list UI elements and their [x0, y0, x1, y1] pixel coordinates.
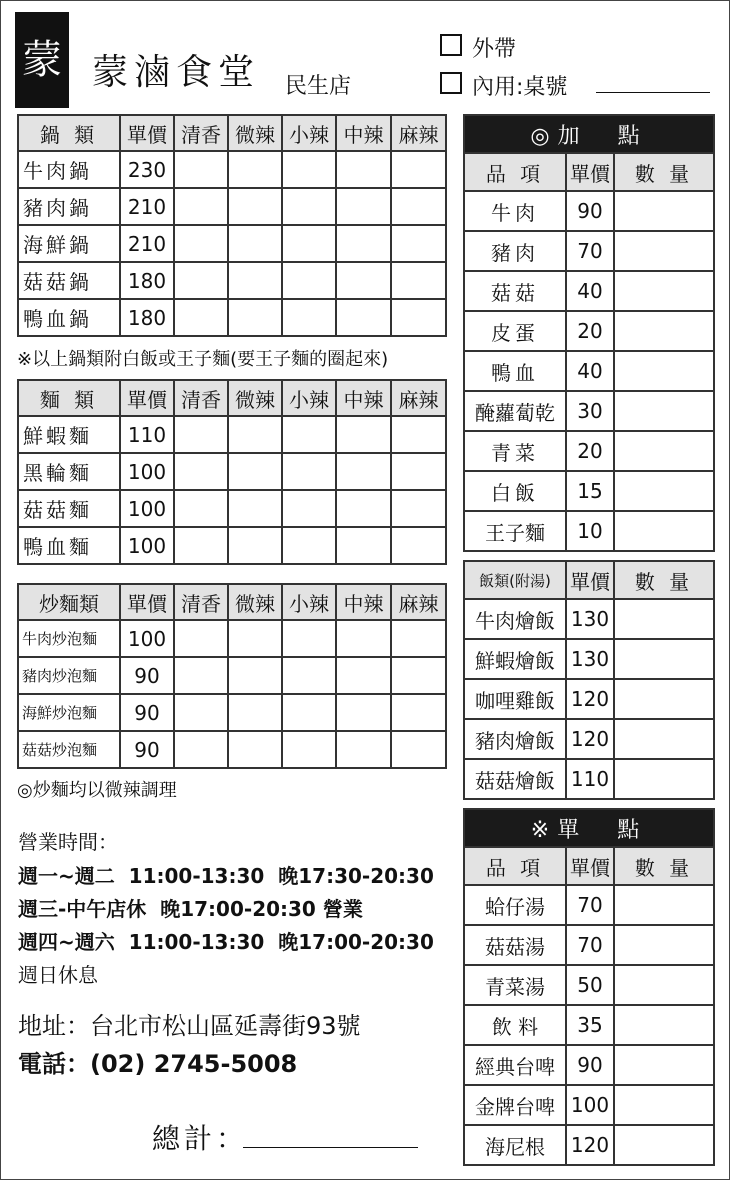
single-header-row — [464, 847, 714, 885]
hours-line — [18, 959, 98, 988]
rice-price: 120 — [566, 719, 614, 759]
qty-cell[interactable] — [614, 719, 714, 759]
table-row — [18, 299, 446, 336]
order-cell[interactable] — [228, 262, 282, 299]
noodle-header-mild: 清香 — [174, 380, 228, 416]
order-cell[interactable] — [174, 694, 228, 731]
qty-cell[interactable] — [614, 431, 714, 471]
order-cell[interactable] — [174, 620, 228, 657]
order-cell[interactable] — [174, 453, 228, 490]
fried-price: 90 — [120, 731, 174, 768]
rice-price: 120 — [566, 679, 614, 719]
table-row — [18, 694, 446, 731]
order-cell[interactable] — [336, 657, 391, 694]
order-cell[interactable] — [282, 490, 336, 527]
order-cell[interactable] — [336, 262, 391, 299]
pot-header-price: 單價 — [120, 115, 174, 151]
order-cell[interactable] — [228, 490, 282, 527]
table-row — [18, 188, 446, 225]
order-cell[interactable] — [336, 416, 391, 453]
qty-cell[interactable] — [614, 511, 714, 551]
order-cell[interactable] — [228, 620, 282, 657]
addon-header-item: 品 項 — [464, 153, 566, 191]
addon-price: 90 — [566, 191, 614, 231]
table-row — [464, 271, 714, 311]
addon-header-qty: 數 量 — [614, 153, 714, 191]
order-cell[interactable] — [391, 657, 446, 694]
order-cell[interactable] — [282, 299, 336, 336]
order-cell[interactable] — [336, 490, 391, 527]
takeout-checkbox[interactable] — [440, 34, 462, 56]
order-cell[interactable] — [336, 151, 391, 188]
addon-price: 30 — [566, 391, 614, 431]
noodle-header-slight: 微辣 — [228, 380, 282, 416]
order-cell[interactable] — [228, 225, 282, 262]
pot-header-mala: 麻辣 — [391, 115, 446, 151]
noodle-price: 100 — [120, 490, 174, 527]
order-cell[interactable] — [174, 299, 228, 336]
rice-table — [463, 560, 715, 800]
qty-cell[interactable] — [614, 311, 714, 351]
noodle-header-row — [18, 380, 446, 416]
hours-line — [18, 926, 434, 955]
table-row — [464, 191, 714, 231]
fried-item: 菇菇炒泡麵 — [18, 731, 120, 768]
order-cell[interactable] — [174, 188, 228, 225]
order-cell[interactable] — [391, 416, 446, 453]
noodle-price: 100 — [120, 453, 174, 490]
table-row — [18, 657, 446, 694]
pot-price: 210 — [120, 188, 174, 225]
addon-item: 白飯 — [464, 471, 566, 511]
table-row — [464, 965, 714, 1005]
single-item: 菇菇湯 — [464, 925, 566, 965]
dine-in-checkbox[interactable] — [440, 72, 462, 94]
single-item: 海尼根 — [464, 1125, 566, 1165]
addon-price: 40 — [566, 351, 614, 391]
rice-header-price: 單價 — [566, 561, 614, 599]
order-cell[interactable] — [282, 453, 336, 490]
table-row — [464, 1045, 714, 1085]
order-cell[interactable] — [391, 527, 446, 564]
single-item: 飲 料 — [464, 1005, 566, 1045]
pot-header-item: 鍋 類 — [18, 115, 120, 151]
single-title: ※單 點 — [464, 809, 714, 847]
order-cell[interactable] — [174, 225, 228, 262]
single-price: 90 — [566, 1045, 614, 1085]
qty-cell[interactable] — [614, 391, 714, 431]
order-cell[interactable] — [228, 416, 282, 453]
table-row — [464, 511, 714, 551]
order-cell[interactable] — [336, 731, 391, 768]
pot-item: 豬肉鍋 — [18, 188, 120, 225]
pot-note: ※以上鍋類附白飯或王子麵(要王子麵的圈起來) — [17, 349, 389, 370]
order-cell[interactable] — [391, 188, 446, 225]
order-cell[interactable] — [174, 490, 228, 527]
single-item: 青菜湯 — [464, 965, 566, 1005]
order-cell[interactable] — [174, 262, 228, 299]
pot-header-row — [18, 115, 446, 151]
hours-title: 營業時間： — [18, 830, 118, 854]
qty-cell[interactable] — [614, 1085, 714, 1125]
branch-name: 民生店 — [285, 74, 352, 99]
table-row — [18, 151, 446, 188]
qty-cell[interactable] — [614, 639, 714, 679]
order-cell[interactable] — [391, 490, 446, 527]
logo — [15, 12, 69, 108]
order-cell[interactable] — [282, 527, 336, 564]
rice-item: 豬肉燴飯 — [464, 719, 566, 759]
single-price: 70 — [566, 885, 614, 925]
table-row — [464, 759, 714, 799]
order-cell[interactable] — [391, 299, 446, 336]
table-row — [464, 351, 714, 391]
single-item: 蛤仔湯 — [464, 885, 566, 925]
order-cell[interactable] — [282, 694, 336, 731]
pot-item: 菇菇鍋 — [18, 262, 120, 299]
table-row — [464, 391, 714, 431]
pot-table — [17, 114, 447, 337]
rice-price: 130 — [566, 599, 614, 639]
logo-char: 蒙 — [22, 37, 62, 83]
order-cell[interactable] — [391, 731, 446, 768]
addon-header-price: 單價 — [566, 153, 614, 191]
noodle-item: 鴨血麵 — [18, 527, 120, 564]
addon-item: 皮蛋 — [464, 311, 566, 351]
phone: 電話：(02) 2745-5008 — [18, 1050, 298, 1078]
fried-header-price: 單價 — [120, 584, 174, 620]
noodle-header-small: 小辣 — [282, 380, 336, 416]
fried-noodle-table — [17, 583, 447, 769]
fried-item: 豬肉炒泡麵 — [18, 657, 120, 694]
order-cell[interactable] — [336, 620, 391, 657]
order-cell[interactable] — [336, 299, 391, 336]
pot-item: 海鮮鍋 — [18, 225, 120, 262]
fried-header-medium: 中辣 — [336, 584, 391, 620]
qty-cell[interactable] — [614, 471, 714, 511]
table-number-field[interactable] — [596, 92, 710, 93]
fried-header-mala: 麻辣 — [391, 584, 446, 620]
table-row — [464, 1125, 714, 1165]
order-cell[interactable] — [174, 657, 228, 694]
table-row — [464, 231, 714, 271]
store-name: 蒙滷食堂 — [92, 52, 261, 93]
single-header-price: 單價 — [566, 847, 614, 885]
addon-price: 20 — [566, 311, 614, 351]
table-row — [464, 431, 714, 471]
rice-item: 咖哩雞飯 — [464, 679, 566, 719]
order-cell[interactable] — [228, 731, 282, 768]
fried-price: 90 — [120, 657, 174, 694]
noodle-header-item: 麵 類 — [18, 380, 120, 416]
addon-price: 10 — [566, 511, 614, 551]
order-cell[interactable] — [228, 527, 282, 564]
order-cell[interactable] — [282, 188, 336, 225]
addon-header-row — [464, 153, 714, 191]
table-row — [464, 599, 714, 639]
takeout-label: 外帶 — [472, 37, 517, 62]
single-price: 50 — [566, 965, 614, 1005]
table-row — [464, 719, 714, 759]
table-row — [18, 416, 446, 453]
total-field[interactable] — [243, 1147, 418, 1148]
noodle-price: 100 — [120, 527, 174, 564]
order-cell[interactable] — [282, 657, 336, 694]
addon-price: 20 — [566, 431, 614, 471]
pot-header-mild: 清香 — [174, 115, 228, 151]
fried-header-row — [18, 584, 446, 620]
order-cell[interactable] — [336, 527, 391, 564]
addon-item: 醃蘿蔔乾 — [464, 391, 566, 431]
single-price: 70 — [566, 925, 614, 965]
hours-line-text: 週一~週二 11:00-13:30 晚17:30-20:30 — [18, 864, 434, 888]
pot-item: 牛肉鍋 — [18, 151, 120, 188]
qty-cell[interactable] — [614, 271, 714, 311]
fried-price: 90 — [120, 694, 174, 731]
pot-header-slight: 微辣 — [228, 115, 282, 151]
table-row — [464, 925, 714, 965]
order-cell[interactable] — [391, 262, 446, 299]
pot-price: 210 — [120, 225, 174, 262]
order-cell[interactable] — [282, 151, 336, 188]
addon-title: ◎加 點 — [464, 115, 714, 153]
addon-price: 70 — [566, 231, 614, 271]
order-cell[interactable] — [228, 657, 282, 694]
qty-cell[interactable] — [614, 925, 714, 965]
order-cell[interactable] — [282, 225, 336, 262]
order-cell[interactable] — [282, 262, 336, 299]
qty-cell[interactable] — [614, 351, 714, 391]
order-cell[interactable] — [391, 225, 446, 262]
single-price: 120 — [566, 1125, 614, 1165]
single-order-table — [463, 808, 715, 1166]
pot-price: 180 — [120, 262, 174, 299]
single-header-qty: 數 量 — [614, 847, 714, 885]
addon-item: 鴨血 — [464, 351, 566, 391]
table-row — [18, 731, 446, 768]
order-cell[interactable] — [228, 453, 282, 490]
noodle-price: 110 — [120, 416, 174, 453]
addon-item: 豬肉 — [464, 231, 566, 271]
fried-header-slight: 微辣 — [228, 584, 282, 620]
noodle-table — [17, 379, 447, 565]
table-row — [464, 471, 714, 511]
table-row — [464, 311, 714, 351]
table-row — [18, 527, 446, 564]
hours-line — [18, 893, 363, 922]
qty-cell[interactable] — [614, 759, 714, 799]
fried-header-small: 小辣 — [282, 584, 336, 620]
order-cell[interactable] — [391, 620, 446, 657]
qty-cell[interactable] — [614, 599, 714, 639]
table-row — [464, 1005, 714, 1045]
rice-item: 牛肉燴飯 — [464, 599, 566, 639]
single-item: 經典台啤 — [464, 1045, 566, 1085]
qty-cell[interactable] — [614, 1125, 714, 1165]
hours-line-text: 週日休息 — [18, 963, 98, 987]
noodle-header-mala: 麻辣 — [391, 380, 446, 416]
pot-item: 鴨血鍋 — [18, 299, 120, 336]
rice-price: 130 — [566, 639, 614, 679]
rice-item: 菇菇燴飯 — [464, 759, 566, 799]
noodle-item: 鮮蝦麵 — [18, 416, 120, 453]
order-cell[interactable] — [391, 151, 446, 188]
fried-item: 海鮮炒泡麵 — [18, 694, 120, 731]
addon-price: 15 — [566, 471, 614, 511]
rice-header-row — [464, 561, 714, 599]
order-cell[interactable] — [174, 151, 228, 188]
qty-cell[interactable] — [614, 885, 714, 925]
table-row — [464, 885, 714, 925]
order-cell[interactable] — [391, 453, 446, 490]
pot-header-small: 小辣 — [282, 115, 336, 151]
fried-price: 100 — [120, 620, 174, 657]
qty-cell[interactable] — [614, 1005, 714, 1045]
table-row — [18, 262, 446, 299]
pot-price: 230 — [120, 151, 174, 188]
fried-header-item: 炒麵類 — [18, 584, 120, 620]
table-row — [18, 225, 446, 262]
noodle-header-price: 單價 — [120, 380, 174, 416]
single-price: 100 — [566, 1085, 614, 1125]
table-row — [18, 490, 446, 527]
addon-item: 菇菇 — [464, 271, 566, 311]
addon-item: 牛肉 — [464, 191, 566, 231]
order-cell[interactable] — [336, 225, 391, 262]
single-item: 金牌台啤 — [464, 1085, 566, 1125]
hours-line-text: 週三-中午店休 晚17:00-20:30 營業 — [18, 897, 363, 921]
total-label: 總計： — [152, 1122, 249, 1155]
noodle-item: 菇菇麵 — [18, 490, 120, 527]
table-row — [464, 1085, 714, 1125]
pot-header-medium: 中辣 — [336, 115, 391, 151]
addon-item: 青菜 — [464, 431, 566, 471]
order-cell[interactable] — [282, 731, 336, 768]
noodle-item: 黑輪麵 — [18, 453, 120, 490]
order-cell[interactable] — [174, 527, 228, 564]
addon-title-row — [464, 115, 714, 153]
pot-price: 180 — [120, 299, 174, 336]
single-header-item: 品 項 — [464, 847, 566, 885]
order-cell[interactable] — [282, 416, 336, 453]
order-cell[interactable] — [174, 416, 228, 453]
addon-price: 40 — [566, 271, 614, 311]
table-row — [464, 679, 714, 719]
addon-table — [463, 114, 715, 552]
order-cell[interactable] — [336, 188, 391, 225]
order-cell[interactable] — [174, 731, 228, 768]
hours-line — [18, 860, 434, 889]
rice-price: 110 — [566, 759, 614, 799]
rice-header-item: 飯類(附湯) — [464, 561, 566, 599]
single-title-row — [464, 809, 714, 847]
fried-header-mild: 清香 — [174, 584, 228, 620]
rice-item: 鮮蝦燴飯 — [464, 639, 566, 679]
fried-item: 牛肉炒泡麵 — [18, 620, 120, 657]
table-row — [18, 453, 446, 490]
noodle-header-medium: 中辣 — [336, 380, 391, 416]
table-row — [464, 639, 714, 679]
single-price: 35 — [566, 1005, 614, 1045]
order-cell[interactable] — [391, 694, 446, 731]
order-cell[interactable] — [282, 620, 336, 657]
order-cell[interactable] — [228, 188, 282, 225]
order-cell[interactable] — [228, 299, 282, 336]
qty-cell[interactable] — [614, 231, 714, 271]
order-cell[interactable] — [336, 453, 391, 490]
table-row — [18, 620, 446, 657]
dine-in-label: 內用:桌號 — [472, 75, 568, 100]
hours-line-text: 週四~週六 11:00-13:30 晚17:00-20:30 — [18, 930, 434, 954]
qty-cell[interactable] — [614, 1045, 714, 1085]
order-cell[interactable] — [336, 694, 391, 731]
fried-note: ◎炒麵均以微辣調理 — [17, 780, 177, 801]
rice-header-qty: 數 量 — [614, 561, 714, 599]
qty-cell[interactable] — [614, 191, 714, 231]
order-cell[interactable] — [228, 694, 282, 731]
address: 地址：台北市松山區延壽街93號 — [18, 1012, 361, 1040]
addon-item: 王子麵 — [464, 511, 566, 551]
order-cell[interactable] — [228, 151, 282, 188]
qty-cell[interactable] — [614, 965, 714, 1005]
qty-cell[interactable] — [614, 679, 714, 719]
